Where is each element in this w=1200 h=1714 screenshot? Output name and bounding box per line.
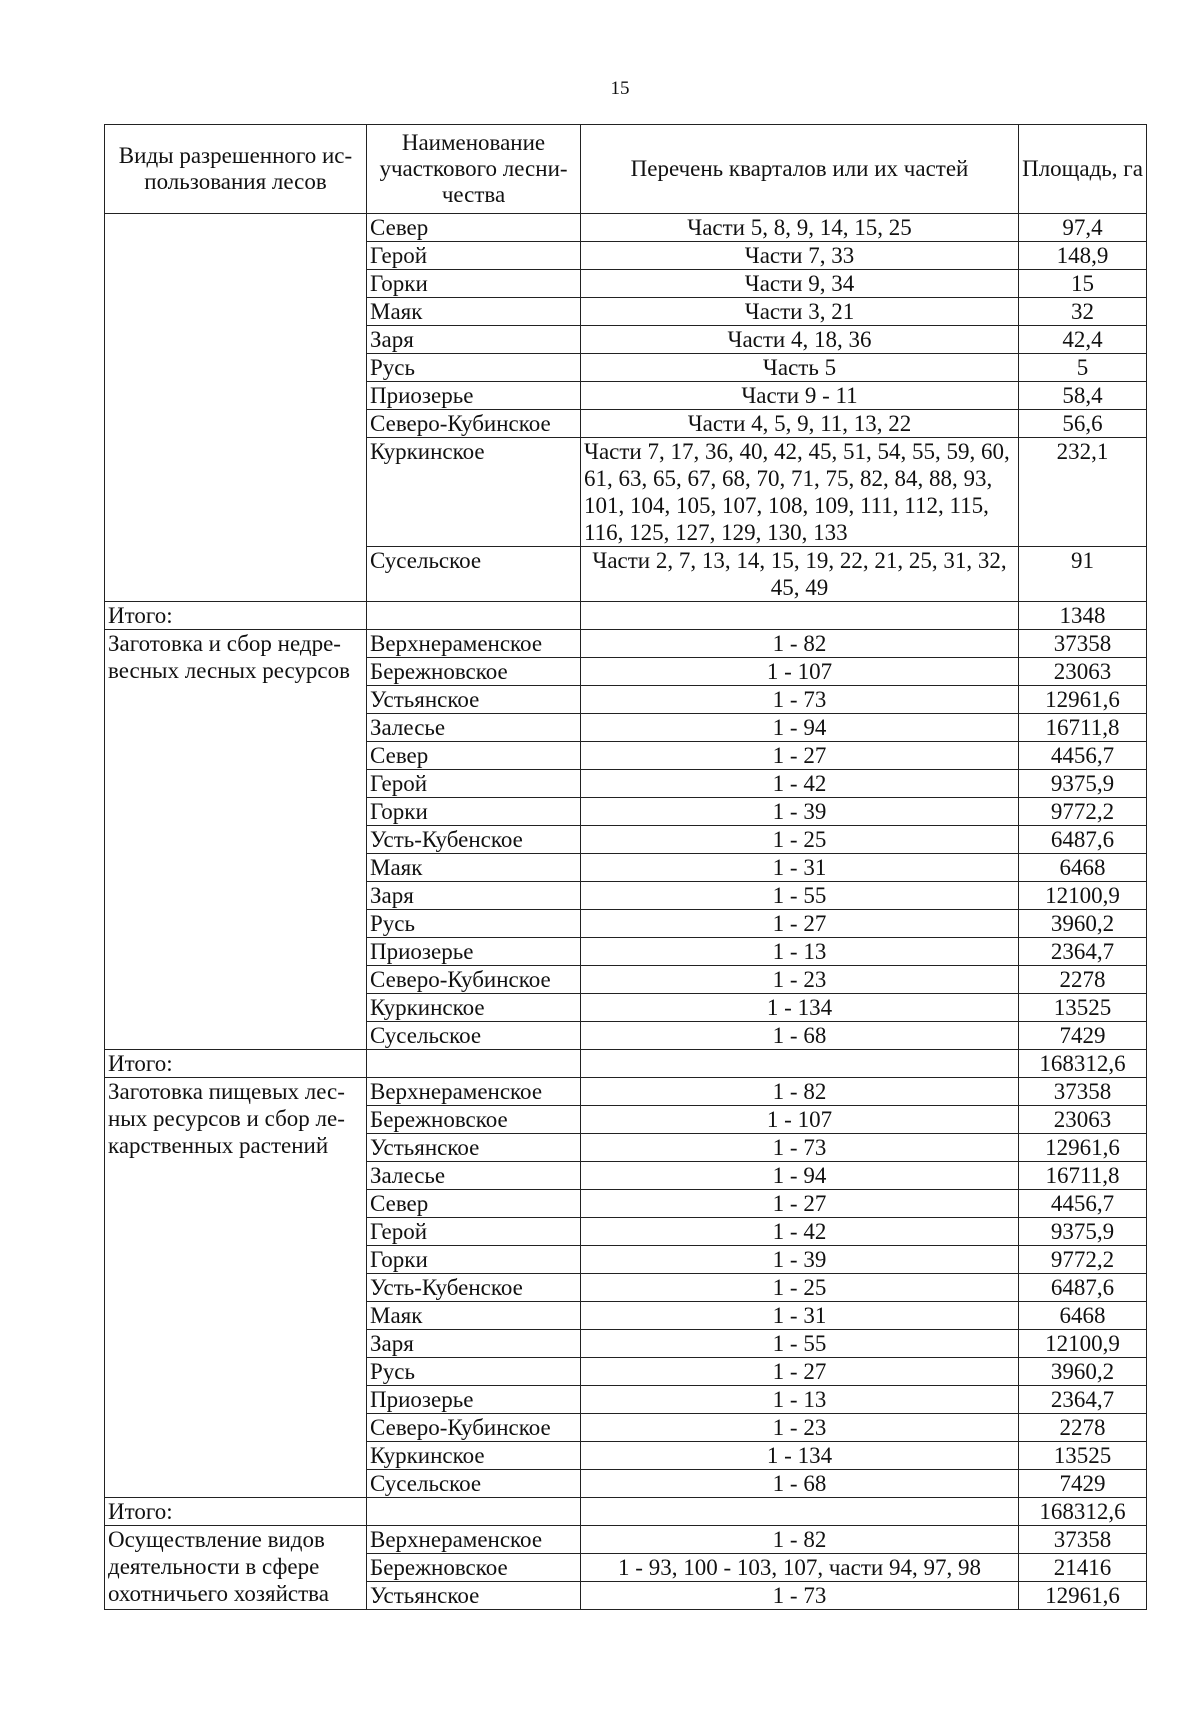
forestry-name: Сусельское [367,547,581,602]
quarters-list: 1 - 73 [581,686,1019,714]
total-label: Итого: [105,602,367,630]
area-value: 6487,6 [1019,826,1147,854]
area-value: 4456,7 [1019,1190,1147,1218]
quarters-list: 1 - 55 [581,882,1019,910]
total-area: 168312,6 [1019,1050,1147,1078]
forestry-name: Север [367,214,581,242]
area-value: 12961,6 [1019,686,1147,714]
total-label: Итого: [105,1498,367,1526]
quarters-list: Части 7, 33 [581,242,1019,270]
forestry-name: Заря [367,1330,581,1358]
quarters-list: Части 2, 7, 13, 14, 15, 19, 22, 21, 25, 31, 32, 45, 49 [581,547,1019,602]
forestry-name: Северо-Кубинское [367,966,581,994]
forestry-name: Устьянское [367,1134,581,1162]
forestry-name: Усть-Кубенское [367,1274,581,1302]
quarters-list: 1 - 42 [581,770,1019,798]
area-value: 32 [1019,298,1147,326]
quarters-list: Части 7, 17, 36, 40, 42, 45, 51, 54, 55, 59, 60, 61, 63, 65, 67, 68, 70, 71, 75, 82, 84, 88, 93, 101, 104, 105, 107, 108, 109, 111, 112, 115, 116, 125, 127, 129, 130, 133 [581,438,1019,547]
forestry-name: Маяк [367,298,581,326]
area-value: 56,6 [1019,410,1147,438]
area-value: 3960,2 [1019,910,1147,938]
quarters-list: 1 - 134 [581,994,1019,1022]
quarters-list: 1 - 94 [581,714,1019,742]
header-area: Площадь, га [1019,125,1147,214]
quarters-list: 1 - 94 [581,1162,1019,1190]
area-value: 16711,8 [1019,1162,1147,1190]
area-value: 148,9 [1019,242,1147,270]
forestry-name: Бережновское [367,1554,581,1582]
use-type-cell: Осуществление видов деятельности в сфере охотничьего хозяйства [105,1526,367,1610]
area-value: 97,4 [1019,214,1147,242]
forestry-name: Маяк [367,1302,581,1330]
forestry-name: Сусельское [367,1470,581,1498]
quarters-list: 1 - 27 [581,742,1019,770]
total-empty-name [367,602,581,630]
quarters-list: 1 - 27 [581,1190,1019,1218]
area-value: 9772,2 [1019,798,1147,826]
area-value: 6468 [1019,1302,1147,1330]
forestry-name: Верхнераменское [367,630,581,658]
quarters-list: 1 - 68 [581,1022,1019,1050]
forestry-name: Горки [367,270,581,298]
forestry-name: Заря [367,882,581,910]
forestry-name: Север [367,1190,581,1218]
total-empty-quarters [581,1498,1019,1526]
forestry-name: Север [367,742,581,770]
forestry-name: Горки [367,798,581,826]
forestry-name: Устьянское [367,1582,581,1610]
area-value: 23063 [1019,1106,1147,1134]
forestry-name: Русь [367,1358,581,1386]
quarters-list: 1 - 82 [581,1078,1019,1106]
quarters-list: 1 - 107 [581,658,1019,686]
page-number: 15 [610,78,630,99]
forestry-name: Бережновское [367,1106,581,1134]
quarters-list: Части 9 - 11 [581,382,1019,410]
quarters-list: 1 - 25 [581,1274,1019,1302]
forestry-name: Бережновское [367,658,581,686]
header-use-type: Виды разрешенного ис-пользования лесов [105,125,367,214]
table-row [105,1078,1147,1106]
quarters-list: Части 4, 5, 9, 11, 13, 22 [581,410,1019,438]
total-empty-quarters [581,602,1019,630]
area-value: 9772,2 [1019,1246,1147,1274]
quarters-list: Части 5, 8, 9, 14, 15, 25 [581,214,1019,242]
area-value: 37358 [1019,1078,1147,1106]
forestry-name: Сусельское [367,1022,581,1050]
quarters-list: 1 - 31 [581,1302,1019,1330]
quarters-list: 1 - 93, 100 - 103, 107, части 94, 97, 98 [581,1554,1019,1582]
forestry-name: Заря [367,326,581,354]
quarters-list: 1 - 23 [581,966,1019,994]
quarters-list: 1 - 42 [581,1218,1019,1246]
area-value: 42,4 [1019,326,1147,354]
area-value: 2278 [1019,966,1147,994]
quarters-list: 1 - 82 [581,1526,1019,1554]
quarters-list: 1 - 82 [581,630,1019,658]
area-value: 12961,6 [1019,1582,1147,1610]
quarters-list: Части 9, 34 [581,270,1019,298]
table-row [105,630,1147,658]
forestry-name: Устьянское [367,686,581,714]
forestry-name: Герой [367,1218,581,1246]
table-body [105,214,1147,1610]
area-value: 58,4 [1019,382,1147,410]
forestry-name: Герой [367,242,581,270]
forestry-name: Усть-Кубенское [367,826,581,854]
quarters-list: 1 - 23 [581,1414,1019,1442]
quarters-list: 1 - 73 [581,1134,1019,1162]
quarters-list: 1 - 25 [581,826,1019,854]
use-type-cell: Заготовка и сбор недре-весных лесных ресурсов [105,630,367,1050]
table-total-row [105,1498,1147,1526]
quarters-list: 1 - 39 [581,1246,1019,1274]
area-value: 2364,7 [1019,938,1147,966]
table-total-row [105,602,1147,630]
quarters-list: 1 - 13 [581,1386,1019,1414]
forestry-name: Приозерье [367,938,581,966]
area-value: 2364,7 [1019,1386,1147,1414]
table-header-row [105,125,1147,214]
forestry-name: Залесье [367,1162,581,1190]
header-quarters: Перечень кварталов или их частей [581,125,1019,214]
area-value: 12961,6 [1019,1134,1147,1162]
area-value: 6468 [1019,854,1147,882]
area-value: 12100,9 [1019,882,1147,910]
forestry-name: Герой [367,770,581,798]
area-value: 13525 [1019,994,1147,1022]
quarters-list: 1 - 13 [581,938,1019,966]
area-value: 37358 [1019,630,1147,658]
area-value: 12100,9 [1019,1330,1147,1358]
forest-use-table [104,124,1147,1610]
quarters-list: 1 - 27 [581,910,1019,938]
quarters-list: 1 - 27 [581,1358,1019,1386]
area-value: 21416 [1019,1554,1147,1582]
quarters-list: 1 - 73 [581,1582,1019,1610]
forestry-name: Куркинское [367,1442,581,1470]
quarters-list: 1 - 31 [581,854,1019,882]
forestry-name: Верхнераменское [367,1526,581,1554]
quarters-list: Часть 5 [581,354,1019,382]
area-value: 5 [1019,354,1147,382]
quarters-list: 1 - 55 [581,1330,1019,1358]
forestry-name: Русь [367,354,581,382]
forestry-name: Приозерье [367,1386,581,1414]
forestry-name: Куркинское [367,438,581,547]
use-type-cell: Заготовка пищевых лес-ных ресурсов и сбор ле-карственных растений [105,1078,367,1498]
area-value: 91 [1019,547,1147,602]
area-value: 6487,6 [1019,1274,1147,1302]
forestry-name: Куркинское [367,994,581,1022]
table-total-row [105,1050,1147,1078]
area-value: 232,1 [1019,438,1147,547]
quarters-list: 1 - 39 [581,798,1019,826]
forestry-name: Приозерье [367,382,581,410]
area-value: 23063 [1019,658,1147,686]
area-value: 9375,9 [1019,770,1147,798]
area-value: 4456,7 [1019,742,1147,770]
quarters-list: Части 3, 21 [581,298,1019,326]
forestry-name: Русь [367,910,581,938]
area-value: 15 [1019,270,1147,298]
total-area: 168312,6 [1019,1498,1147,1526]
table-row [105,214,1147,242]
area-value: 3960,2 [1019,1358,1147,1386]
forestry-name: Залесье [367,714,581,742]
table-row [105,1526,1147,1554]
area-value: 9375,9 [1019,1218,1147,1246]
area-value: 16711,8 [1019,714,1147,742]
forestry-name: Горки [367,1246,581,1274]
area-value: 7429 [1019,1470,1147,1498]
total-area: 1348 [1019,602,1147,630]
total-empty-name [367,1050,581,1078]
forestry-name: Верхнераменское [367,1078,581,1106]
quarters-list: 1 - 68 [581,1470,1019,1498]
area-value: 7429 [1019,1022,1147,1050]
total-empty-quarters [581,1050,1019,1078]
area-value: 37358 [1019,1526,1147,1554]
quarters-list: 1 - 134 [581,1442,1019,1470]
quarters-list: 1 - 107 [581,1106,1019,1134]
forestry-name: Северо-Кубинское [367,410,581,438]
area-value: 2278 [1019,1414,1147,1442]
total-label: Итого: [105,1050,367,1078]
forestry-name: Маяк [367,854,581,882]
total-empty-name [367,1498,581,1526]
area-value: 13525 [1019,1442,1147,1470]
quarters-list: Части 4, 18, 36 [581,326,1019,354]
header-forestry-name: Наименование участкового лесни-чества [367,125,581,214]
use-type-cell [105,214,367,602]
forestry-name: Северо-Кубинское [367,1414,581,1442]
